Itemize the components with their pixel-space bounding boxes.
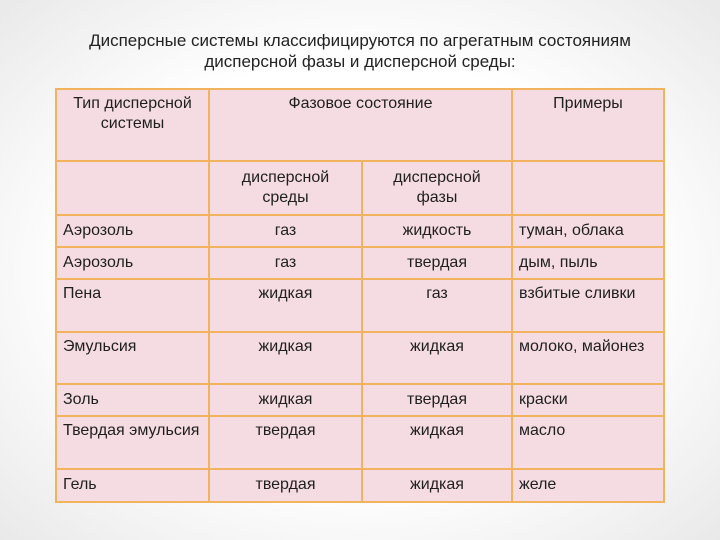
cell-type: Гель	[56, 469, 209, 502]
header-examples: Примеры	[512, 89, 664, 161]
header-empty-cell	[56, 161, 209, 215]
table-row	[56, 384, 664, 416]
table-row	[56, 332, 664, 384]
cell-phase: твердая	[362, 384, 512, 416]
slide-title-line-2: дисперсной фазы и дисперсной среды:	[204, 52, 516, 71]
cell-type: Пена	[56, 279, 209, 332]
cell-medium: жидкая	[209, 279, 362, 332]
table-row	[56, 215, 664, 247]
dispersion-table	[55, 88, 665, 503]
cell-medium: газ	[209, 215, 362, 247]
cell-type: Аэрозоль	[56, 247, 209, 279]
cell-example: краски	[512, 384, 664, 416]
slide-title-line-1: Дисперсные системы классифицируются по агрегатным состояниям	[89, 31, 631, 50]
header-row-2	[56, 161, 664, 215]
cell-medium: жидкая	[209, 384, 362, 416]
header-phase-state: Фазовое состояние	[209, 89, 512, 161]
cell-phase: жидкая	[362, 469, 512, 502]
cell-medium: жидкая	[209, 332, 362, 384]
cell-type: Золь	[56, 384, 209, 416]
cell-example: масло	[512, 416, 664, 469]
header-phase: дисперсной фазы	[362, 161, 512, 215]
cell-example: дым, пыль	[512, 247, 664, 279]
header-empty-cell	[512, 161, 664, 215]
slide-title	[30, 30, 690, 72]
cell-type: Эмульсия	[56, 332, 209, 384]
cell-example: желе	[512, 469, 664, 502]
cell-type: Твердая эмульсия	[56, 416, 209, 469]
cell-phase: жидкая	[362, 416, 512, 469]
cell-example: туман, облака	[512, 215, 664, 247]
header-type: Тип дисперсной системы	[56, 89, 209, 161]
table-row	[56, 247, 664, 279]
cell-phase: твердая	[362, 247, 512, 279]
cell-phase: жидкая	[362, 332, 512, 384]
header-medium: дисперсной среды	[209, 161, 362, 215]
cell-example: молоко, майонез	[512, 332, 664, 384]
table-row	[56, 279, 664, 332]
cell-medium: газ	[209, 247, 362, 279]
cell-example: взбитые сливки	[512, 279, 664, 332]
cell-medium: твердая	[209, 416, 362, 469]
table-row	[56, 416, 664, 469]
cell-phase: газ	[362, 279, 512, 332]
header-row-1	[56, 89, 664, 161]
table-row	[56, 469, 664, 502]
cell-phase: жидкость	[362, 215, 512, 247]
cell-type: Аэрозоль	[56, 215, 209, 247]
cell-medium: твердая	[209, 469, 362, 502]
